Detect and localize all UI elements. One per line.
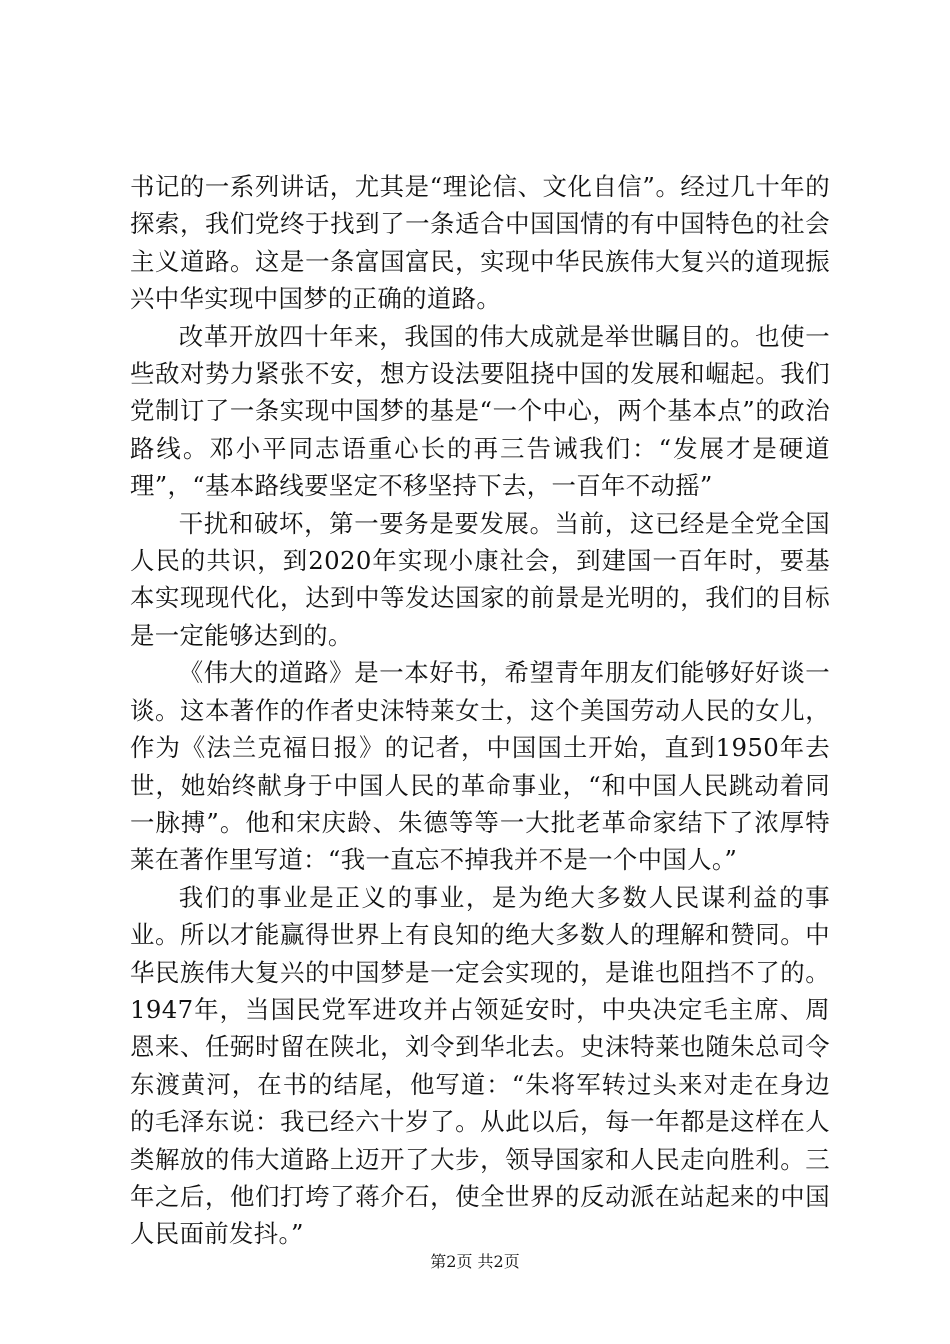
document-body — [130, 168, 830, 1253]
paragraph: 《伟大的道路》是一本好书，希望青年朋友们能够好好谈一谈。这本著作的作者史沫特莱女士，这个美国劳动人民的女儿，作为《法兰克福日报》的记者，中国国土开始，直到1950年去世，她始终献身于中国人民的革命事业，“和中国人民跳动着同一脉搏”。他和宋庆龄、朱德等等一大批老革命家结下了浓厚特莱在著作里写道：“我一直忘不掉我并不是一个中国人。” — [130, 658, 830, 875]
paragraph: 干扰和破坏，第一要务是要发展。当前，这已经是全党全国人民的共识，到2020年实现小康社会，到建国一百年时，要基本实现现代化，达到中等发达国家的前景是光明的，我们的目标是一定能够达到的。 — [130, 508, 830, 650]
page-number-footer: 第2页 共2页 — [430, 1252, 520, 1271]
paragraph-continuation: 书记的一系列讲话，尤其是“理论信、文化自信”。经过几十年的探索，我们党终于找到了一条适合中国国情的有中国特色的社会主义道路。这是一条富国富民，实现中华民族伟大复兴的道现振兴中华实现中国梦的正确的道路。 — [130, 172, 830, 314]
paragraph: 我们的事业是正义的事业，是为绝大多数人民谋利益的事业。所以才能赢得世界上有良知的绝大多数人的理解和赞同。中华民族伟大复兴的中国梦是一定会实现的，是谁也阻挡不了的。1947年，当国民党军进攻并占领延安时，中央决定毛主席、周恩来、任弼时留在陕北，刘令到华北去。史沫特莱也随朱总司令东渡黄河，在书的结尾，他写道：“朱将军转过头来对走在身边的毛泽东说：我已经六十岁了。从此以后，每一年都是这样在人类解放的伟大道路上迈开了大步，领导国家和人民走向胜利。三年之后，他们打垮了蒋介石，使全世界的反动派在站起来的中国人民面前发抖。” — [130, 882, 830, 1249]
paragraph: 改革开放四十年来，我国的伟大成就是举世瞩目的。也使一些敌对势力紧张不安，想方设法要阻挠中国的发展和崛起。我们党制订了一条实现中国梦的基是“一个中心，两个基本点”的政治路线。邓小平同志语重心长的再三告诫我们：“发展才是硬道理”，“基本路线要坚定不移坚持下去，一百年不动摇” — [130, 321, 830, 501]
